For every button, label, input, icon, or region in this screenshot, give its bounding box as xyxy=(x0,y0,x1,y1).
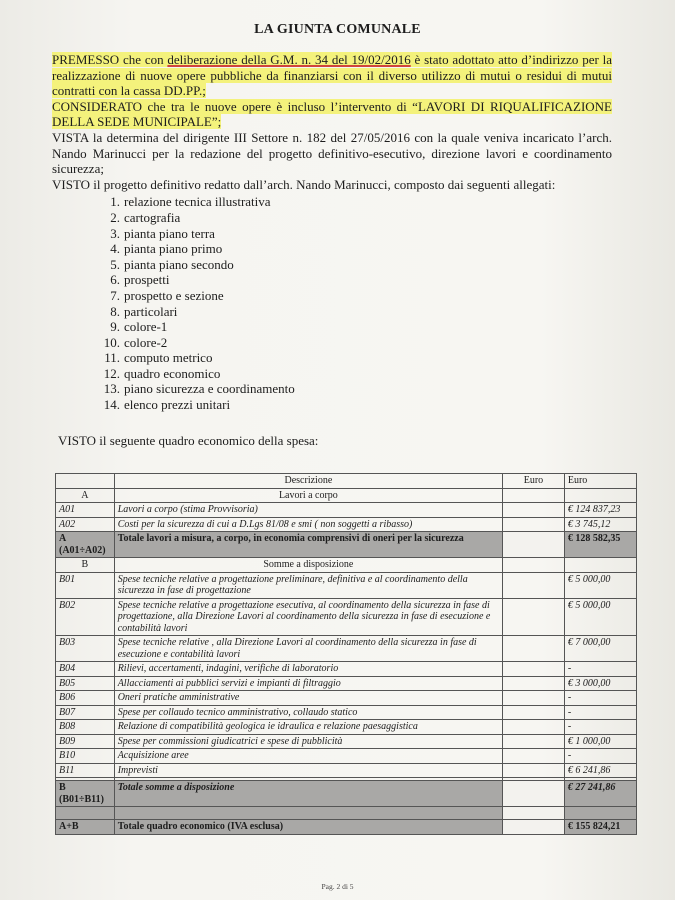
table-row: B10 Acquisizione aree - xyxy=(56,749,637,764)
table-row: B05 Allacciamenti ai pubblici servizi e impianti di filtraggio € 3 000,00 xyxy=(56,676,637,691)
table-row: B06 Oneri pratiche amministrative - xyxy=(56,691,637,706)
list-item: 11. computo metrico xyxy=(104,350,213,366)
list-item: 10. colore-2 xyxy=(103,334,168,350)
table-row: B01 Spese tecniche relative a progettazione preliminare, definitiva e al coordinamento della sicurezza in fase di progettazione € 5 000,00 xyxy=(56,572,637,598)
spacer-row xyxy=(56,807,637,820)
list-item: 13. piano sicurezza e coordinamento xyxy=(103,381,295,397)
list-item: 6. prospetti xyxy=(110,272,170,288)
list-item: 4. pianta piano primo xyxy=(110,241,223,257)
header-euro-2: Euro xyxy=(564,474,636,489)
list-item: 2. cartografia xyxy=(110,209,181,225)
list-item: 1. relazione tecnica illustrativa xyxy=(110,194,271,210)
vista-paragraph: VISTA la determina del dirigente III Settore n. 182 del 27/05/2016 con la quale veniva incaricato l’arch. Nando Marinucci per la redazione del progetto definitivo-esecutivo, direzione lavori e coordinamento sicurezza; xyxy=(52,129,612,177)
list-item: 8. particolari xyxy=(110,303,178,319)
page-title: LA GIUNTA COMUNALE xyxy=(254,22,421,37)
page-number: Pag. 2 di 5 xyxy=(321,882,354,891)
list-item: 9. colore-1 xyxy=(110,319,168,335)
table-row: A01 Lavori a corpo (stima Provvisoria) € 124 837,23 xyxy=(56,503,637,518)
attachment-list xyxy=(52,194,612,412)
table-row: B04 Rilievi, accertamenti, indagini, verifiche di laboratorio - xyxy=(56,662,637,677)
delibera-reference: deliberazione della G.M. n. 34 del 19/02/2016 xyxy=(167,52,411,67)
table-row: B02 Spese tecniche relative a progettazione esecutiva, al coordinamento della sicurezza in fase di progettazione, alla Direzione Lavori al coordinamento della sicurezza in fase di esecuzione e contabilità lavori € 5 000,00 xyxy=(56,598,637,636)
highlight-considerato: CONSIDERATO che tra le nuove opere è incluso l’intervento di “LAVORI DI RIQUALIFICAZIONE DELLA SEDE MUNICIPALE”; xyxy=(52,98,612,130)
list-item: 7. prospetto e sezione xyxy=(110,287,224,303)
header-euro-1: Euro xyxy=(503,474,565,489)
table-row: B08 Relazione di compatibilità geologica ie idraulica e relazione paesaggistica - xyxy=(56,720,637,735)
table-row: A02 Costi per la sicurezza di cui a D.Lgs 81/08 e smi ( non soggetti a ribasso) € 3 745,12 xyxy=(56,517,637,532)
grand-total-row: A+B Totale quadro economico (IVA esclusa) € 155 824,21 xyxy=(56,820,637,835)
table-row: B11 Imprevisti € 6 241,86 xyxy=(56,763,637,778)
table-row: B03 Spese tecniche relative , alla Direzione Lavori al coordinamento della sicurezza in fase di esecuzione e contabilità lavori € 7 000,00 xyxy=(56,636,637,662)
quadro-economico-table xyxy=(55,473,637,835)
highlight-premesso: PREMESSO che con deliberazione della G.M. n. 34 del 19/02/2016 è stato adottato atto d’indirizzo per la realizzazione di nuove opere pubbliche da finanziarsi con il diverso utilizzo di mutui o residui di mutui contratti con la cassa DD.PP.; xyxy=(52,52,612,99)
document-body xyxy=(52,52,612,448)
premesso-paragraph xyxy=(52,52,612,99)
header-descrizione: Descrizione xyxy=(114,474,502,489)
considerato-paragraph xyxy=(52,99,612,130)
list-item: 14. elenco prezzi unitari xyxy=(103,397,231,413)
list-item: 3. pianta piano terra xyxy=(110,225,215,241)
table-header-row xyxy=(56,474,637,489)
section-row-b: B Somme a disposizione xyxy=(56,558,637,573)
visto-quadro-paragraph: VISTO il seguente quadro economico della spesa: xyxy=(58,432,319,448)
total-row-a: A (A01÷A02) Totale lavori a misura, a corpo, in economia comprensivi di oneri per la sicurezza € 128 582,35 xyxy=(56,532,637,558)
list-item: 5. pianta piano secondo xyxy=(110,256,234,272)
section-row-a: A Lavori a corpo xyxy=(56,488,637,503)
table-row: B07 Spese per collaudo tecnico amministrativo, collaudo statico - xyxy=(56,705,637,720)
table-row: B09 Spese per commissioni giudicatrici e spese di pubblicità € 1 000,00 xyxy=(56,734,637,749)
visto-progetto-paragraph: VISTO il progetto definitivo redatto dall’arch. Nando Marinucci, composto dai seguenti allegati: xyxy=(52,176,556,192)
list-item: 12. quadro economico xyxy=(103,365,221,381)
total-row-b: B (B01÷B11) Totale somme a disposizione € 27 241,86 xyxy=(56,781,637,807)
